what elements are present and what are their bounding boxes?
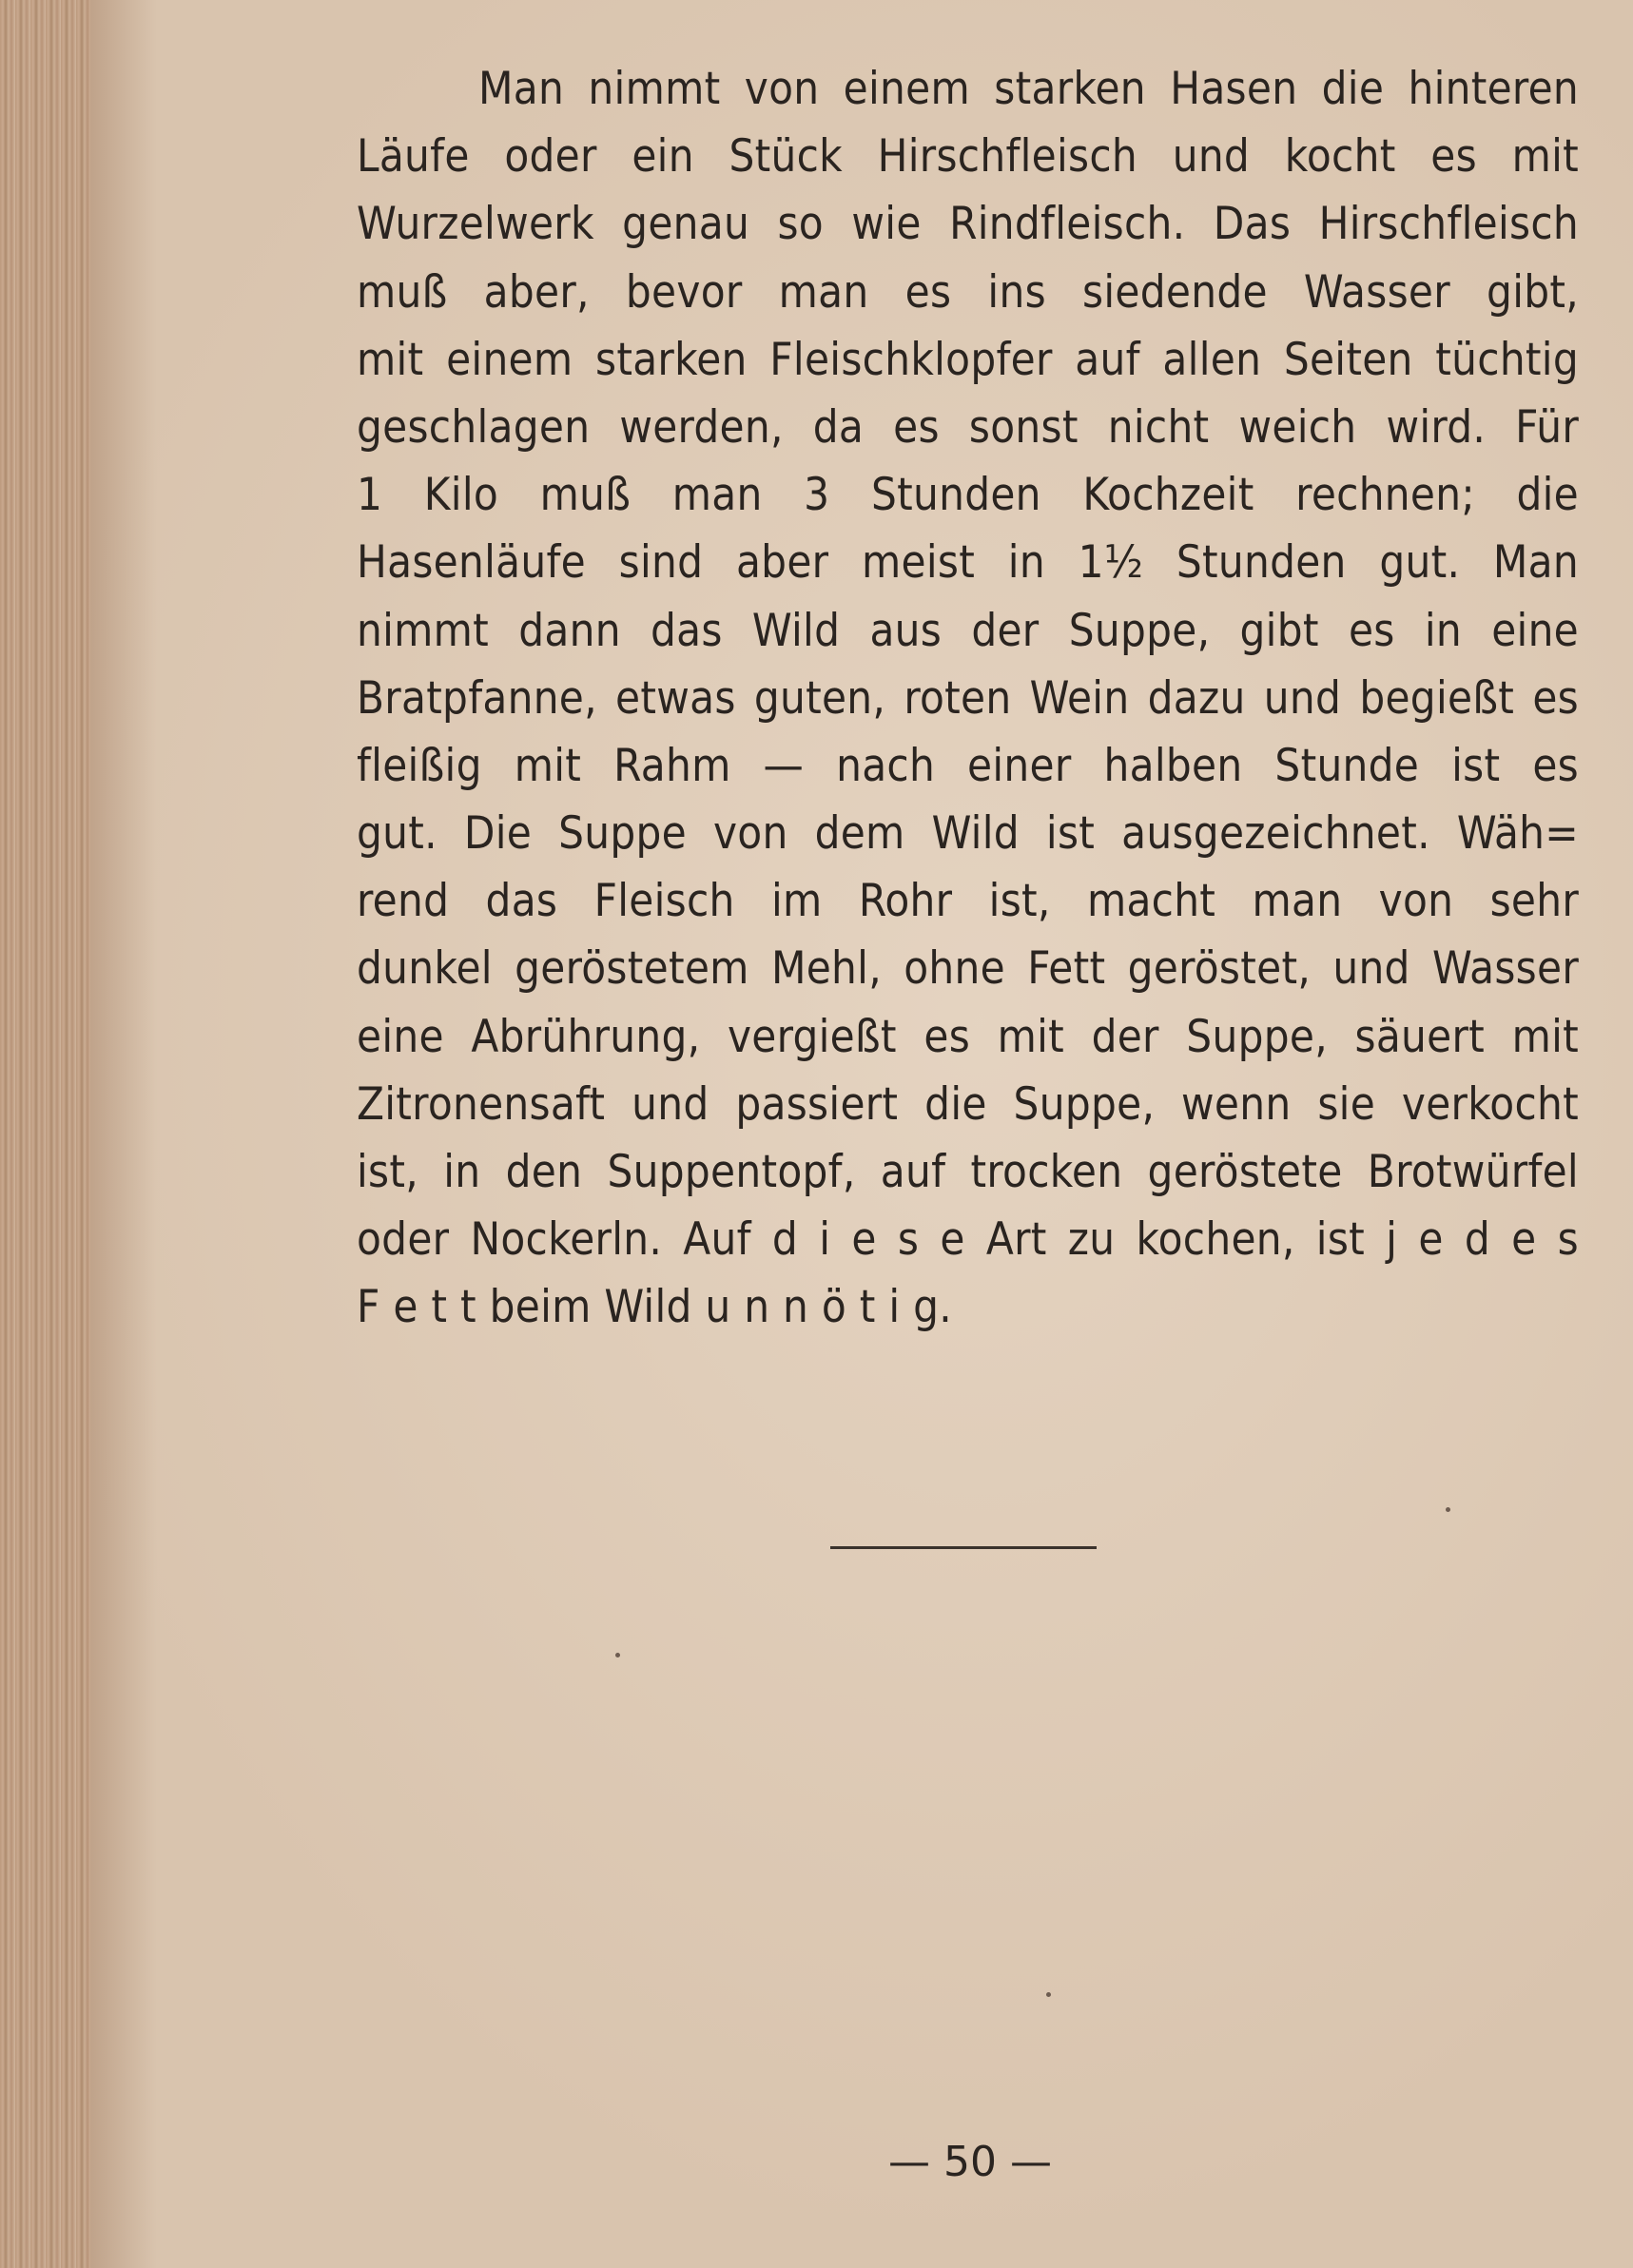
text-line: nimmt dann das Wild aus der Suppe, gibt es in eine: [357, 604, 1579, 657]
text-line: rend das Fleisch im Rohr ist, macht man von sehr: [357, 875, 1579, 928]
text-line: Läufe oder ein Stück Hirschfleisch und kocht es mit: [357, 130, 1579, 184]
text-line: Bratpfanne, etwas guten, roten Wein dazu und begießt es: [357, 671, 1579, 725]
text-line: oder Nockerln. Auf d i e s e Art zu kochen, ist j e d e s: [357, 1213, 1579, 1267]
section-divider-rule: [830, 1546, 1097, 1549]
text-line: fleißig mit Rahm — nach einer halben Stunde ist es: [357, 739, 1579, 792]
text-line: geschlagen werden, da es sonst nicht weich wird. Für: [357, 400, 1579, 454]
text-line: gut. Die Suppe von dem Wild ist ausgezeichnet. Wäh=: [357, 807, 1579, 861]
text-line: 1 Kilo muß man 3 Stunden Kochzeit rechnen; die: [357, 469, 1579, 522]
text-line: mit einem starken Fleischklopfer auf allen Seiten tüchtig: [357, 333, 1579, 386]
paper-speck: [615, 1653, 620, 1657]
text-line: eine Abrührung, vergießt es mit der Suppe, säuert mit: [357, 1010, 1579, 1063]
text-line: ist, in den Suppentopf, auf trocken geröstete Brotwürfel: [357, 1146, 1579, 1198]
paper-speck: [1046, 1992, 1051, 1997]
text-line: F e t t beim Wild u n n ö t i g.: [357, 1281, 953, 1334]
text-line: Zitronensaft und passiert die Suppe, wenn sie verkocht: [357, 1077, 1579, 1131]
page-number: — 50 —: [888, 2138, 1052, 2186]
text-line: Wurzelwerk genau so wie Rindfleisch. Das Hirschfleisch: [357, 198, 1579, 251]
paper-speck: [1446, 1507, 1450, 1512]
text-line: dunkel geröstetem Mehl, ohne Fett geröstet, und Wasser: [357, 942, 1579, 996]
page-binding-edge: [0, 0, 90, 2268]
text-line: Hasenläufe sind aber meist in 1½ Stunden gut. Man: [357, 536, 1579, 590]
text-line: Man nimmt von einem starken Hasen die hinteren: [478, 63, 1579, 115]
recipe-paragraph: [357, 55, 1579, 1342]
text-line: muß aber, bevor man es ins siedende Wasser gibt,: [357, 265, 1579, 319]
binding-shadow: [90, 0, 157, 2268]
